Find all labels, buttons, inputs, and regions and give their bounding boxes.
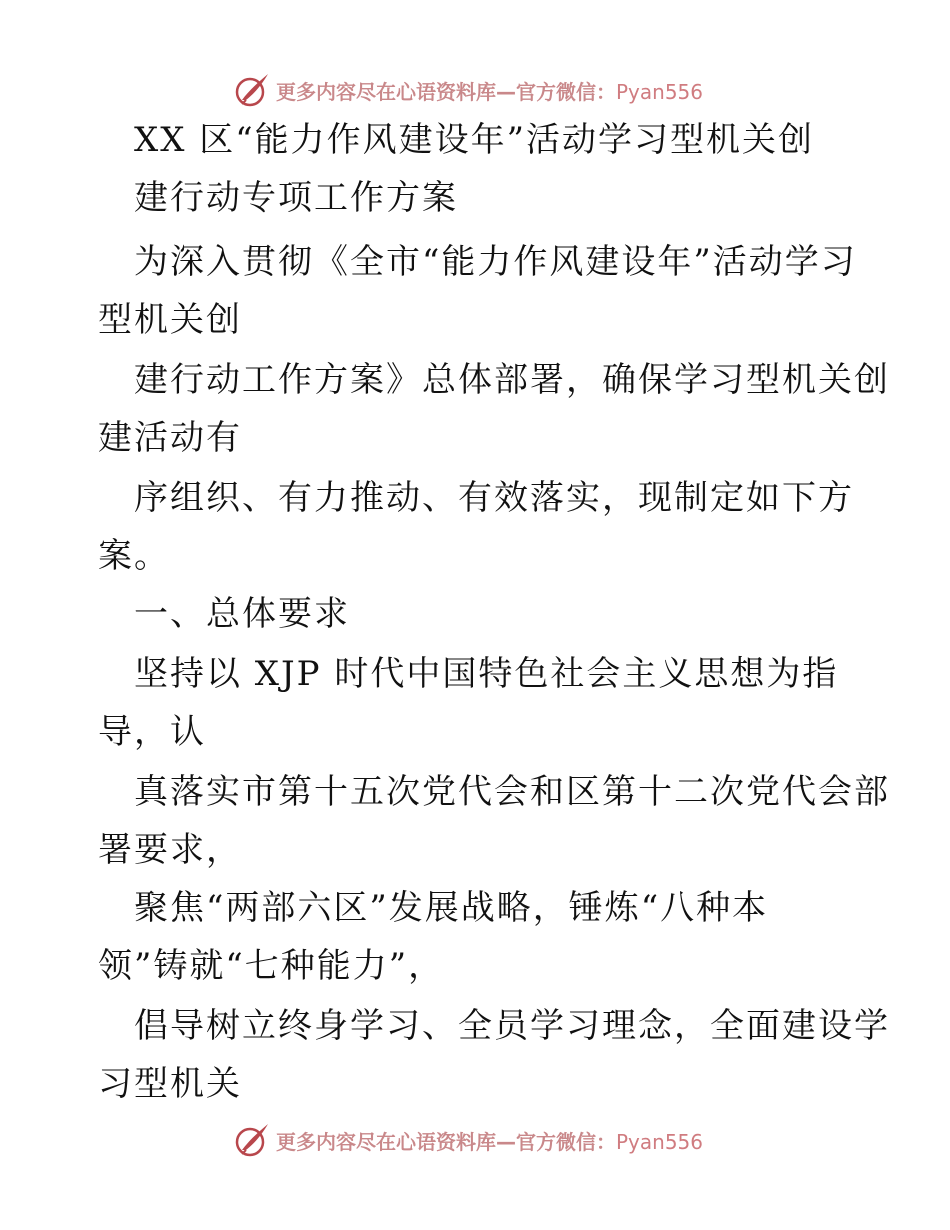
watermark-text: 更多内容尽在心语资料库—官方微信：Pyan556 (276, 79, 704, 104)
paragraph-line: 建活动有 (98, 418, 242, 458)
watermark-text: 更多内容尽在心语资料库—官方微信：Pyan556 (276, 1129, 704, 1154)
paragraph-line: 坚持以 XJP 时代中国特色社会主义思想为指 (134, 654, 839, 694)
paragraph-line: 真落实市第十五次党代会和区第十二次党代会部 (134, 772, 890, 812)
paragraph-line: 型机关创 (98, 300, 242, 340)
paragraph-line: 序组织、有力推动、有效落实，现制定如下方 (134, 478, 854, 518)
paragraph-line: 为深入贯彻《全市“能力作风建设年”活动学习 (134, 242, 857, 282)
section-heading: 一、总体要求 (134, 594, 350, 634)
paragraph-line: 建行动工作方案》总体部署，确保学习型机关创 (134, 360, 890, 400)
header-watermark (232, 68, 792, 112)
paragraph-line: 领”铸就“七种能力”， (98, 946, 445, 986)
quill-logo-icon (232, 70, 272, 110)
title-line-2: 建行动专项工作方案 (134, 178, 458, 218)
quill-logo-icon (232, 1120, 272, 1160)
paragraph-line: 聚焦“两部六区”发展战略，锤炼“八种本 (134, 888, 769, 928)
paragraph-line: 案。 (98, 536, 170, 576)
paragraph-line: 习型机关 (98, 1064, 242, 1104)
footer-watermark (232, 1118, 792, 1162)
paragraph-line: 署要求， (98, 830, 242, 870)
title-line-1: XX 区“能力作风建设年”活动学习型机关创 (134, 120, 814, 160)
paragraph-line: 倡导树立终身学习、全员学习理念，全面建设学 (134, 1006, 890, 1046)
paragraph-line: 导，认 (98, 712, 206, 752)
